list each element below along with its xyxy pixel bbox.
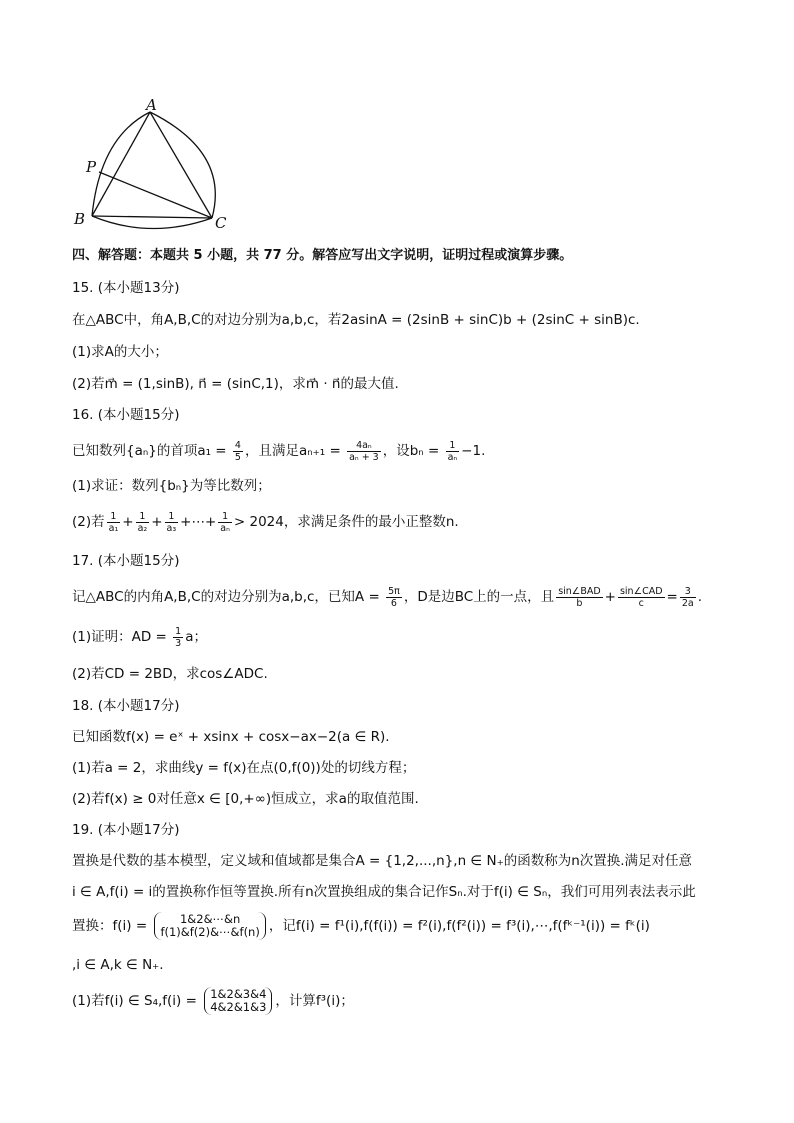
segment-bc: [92, 216, 212, 218]
q16-part2-pre: (2)若: [72, 514, 105, 530]
q18-part1: (1)若a = 2，求曲线y = f(x)在点(0,f(0))处的切线方程；: [72, 760, 416, 776]
q18-stem: 已知函数f(x) = eˣ + xsinx + cosx−ax−2(a ∈ R).: [72, 729, 390, 745]
q16-frac-bn-num: 1: [446, 440, 460, 452]
q17-frac-cad-den: c: [638, 597, 644, 609]
q19-header: 19. (本小题17分): [72, 822, 180, 838]
q19-part1-pre: (1)若f(i) ∈ S₄,f(i) =: [72, 993, 202, 1009]
q19-line4: ,i ∈ A,k ∈ N₊.: [72, 957, 164, 973]
triangle-diagram: [70, 92, 240, 232]
segment-ab: [92, 112, 150, 216]
label-b: B: [74, 210, 86, 228]
q16-frac-recur: [347, 440, 381, 463]
q16-term2-den: a₂: [137, 522, 148, 534]
q19-perm-s4-bottom: 4&2&1&3: [210, 1000, 267, 1014]
q17-header: 17. (本小题15分): [72, 553, 180, 569]
q16-term1-num: 1: [107, 511, 121, 523]
q16-part2: (2)若 $\frac{1}{\text{a₁}}$ + $\frac{1}{\text{a₂}}$ + $\frac{1}{\text{a₃}}$ +⋯+ $\frac{1}{\text{aₙ}}$ > 2024，求满足条件的最小正整数n.: [72, 510, 459, 534]
q19-line3: [72, 910, 650, 942]
q16-term1: [107, 511, 121, 534]
q16-termn-den: aₙ: [220, 522, 230, 534]
q16-term3-den: a₃: [166, 522, 177, 534]
q19-line3-pre: 置换：f(i) =: [72, 918, 152, 934]
q17-stem-post: .: [697, 589, 703, 605]
q17-part2: (2)若CD = 2BD，求cos∠ADC.: [72, 666, 268, 682]
q17-part1-frac: [173, 626, 183, 649]
q17-frac-rhs-num: 3: [680, 586, 696, 598]
label-a: A: [146, 96, 157, 114]
q17-frac-cad: [618, 586, 665, 609]
q17-part1-post: a；: [185, 629, 207, 645]
q19-line2: i ∈ A,f(i) = i的置换称作恒等置换.所有n次置换组成的集合记作Sₙ.对于f(i) ∈ Sₙ，我们可用列表法表示此: [72, 884, 696, 900]
q17-part1-frac-den: 3: [175, 637, 182, 649]
q19-part1-post: ，计算f³(i)；: [275, 993, 354, 1009]
q17-part1-pre: (1)证明：AD =: [72, 629, 172, 645]
q19-permutation-s4: [204, 987, 272, 1015]
q17-frac-a-den: 6: [390, 597, 397, 609]
q15-stem: 在△ABC中，角A,B,C的对边分别为a,b,c，若2asinA = (2sinB + sinC)b + (2sinC + sinB)c.: [72, 312, 640, 328]
q19-part1: [72, 985, 354, 1017]
q15-part2: (2)若m⃗ = (1,sinB), n⃗ = (sinC,1)，求m⃗ · n⃗的最大值.: [72, 376, 399, 392]
q16-frac-recur-den: aₙ + 3: [349, 451, 379, 463]
q16-frac-a1-den: 5: [234, 451, 241, 463]
segment-pc: [99, 172, 212, 218]
q16-part2-dots: +⋯+: [180, 514, 217, 530]
q17-frac-bad-den: b: [576, 597, 583, 609]
q16-frac-a1-num: 4: [234, 439, 241, 451]
q16-header: 16. (本小题15分): [72, 407, 180, 423]
q16-stem-mid: ，且满足aₙ₊₁ =: [244, 443, 346, 459]
q19-perm-s4-top: 1&2&3&4: [210, 987, 267, 1001]
q17-frac-rhs: [680, 586, 696, 609]
q19-perm-general-bottom: f(1)&f(2)&⋯&f(n): [160, 925, 260, 939]
q19-line3-post: ，记f(i) = f¹(i),f(f(i)) = f²(i),f(f²(i)) = f³(i),⋯,f(fᵏ⁻¹(i)) = fᵏ(i): [268, 918, 650, 934]
q16-term3: [165, 511, 179, 534]
q16-term1-den: a₁: [108, 522, 119, 534]
q16-stem-post: −1.: [461, 443, 486, 459]
q16-part2-post: > 2024，求满足条件的最小正整数n.: [233, 514, 459, 530]
q16-term2-num: 1: [136, 511, 150, 523]
q16-frac-bn-den: aₙ: [447, 451, 458, 463]
q16-termn-num: 1: [218, 511, 232, 523]
section-heading: 四、解答题：本题共 5 小题，共 77 分。解答应写出文字说明，证明过程或演算步骤。: [72, 248, 573, 263]
q16-frac-a1: [233, 440, 243, 463]
q16-frac-bn: [446, 440, 460, 463]
triangle-figure: [70, 92, 240, 232]
q16-term2: [136, 511, 150, 534]
q18-part2: (2)若f(x) ≥ 0对任意x ∈ [0,+∞)恒成立，求a的取值范围.: [72, 791, 419, 807]
segment-ac: [150, 112, 212, 218]
q18-header: 18. (本小题17分): [72, 698, 180, 714]
q17-stem-eq: =: [666, 589, 678, 605]
q16-part1: (1)求证：数列{bₙ}为等比数列；: [72, 478, 271, 494]
q17-frac-bad: [556, 586, 602, 609]
q15-header: 15. (本小题13分): [72, 280, 180, 296]
q15-part1: (1)求A的大小；: [72, 344, 168, 360]
q17-stem-mid: ，D是边BC上的一点，且: [403, 589, 555, 605]
q16-stem: [72, 436, 485, 466]
q19-permutation-general: [154, 912, 265, 940]
q17-part1-frac-num: 1: [175, 625, 182, 637]
q16-termn: [218, 511, 232, 534]
q17-frac-a: [386, 586, 402, 609]
q16-term3-num: 1: [165, 511, 179, 523]
q16-stem-mid2: ，设bₙ =: [382, 443, 444, 459]
q17-stem: 记△ABC的内角A,B,C的对边分别为a,b,c，已知A = $\frac{5\pi}{6}$ ，D是边BC上的一点，且 $\frac{\text{sin∠BAD}}{b}$ + $\frac{\text{sin∠CAD}}{c}$ = $\frac{3}{2a}$ .: [72, 585, 703, 609]
q17-stem-pre: 记△ABC的内角A,B,C的对边分别为a,b,c，已知A =: [72, 589, 385, 605]
q19-perm-general-top: 1&2&⋯&n: [179, 912, 241, 926]
q19-line1: 置换是代数的基本模型，定义域和值域都是集合A = {1,2,...,n},n ∈ N₊的函数称为n次置换.满足对任意: [72, 853, 693, 869]
q17-frac-a-num: 5π: [388, 585, 400, 597]
q16-frac-recur-num: 4aₙ: [347, 440, 381, 452]
q17-frac-rhs-den: 2a: [681, 597, 694, 609]
q16-stem-pre: 已知数列{aₙ}的首项a₁ =: [72, 443, 231, 459]
label-c: C: [215, 214, 227, 232]
q17-frac-cad-num: sin∠CAD: [619, 585, 663, 597]
q17-frac-bad-num: sin∠BAD: [558, 585, 601, 597]
q17-part1: [72, 622, 207, 652]
label-p: P: [86, 158, 97, 176]
